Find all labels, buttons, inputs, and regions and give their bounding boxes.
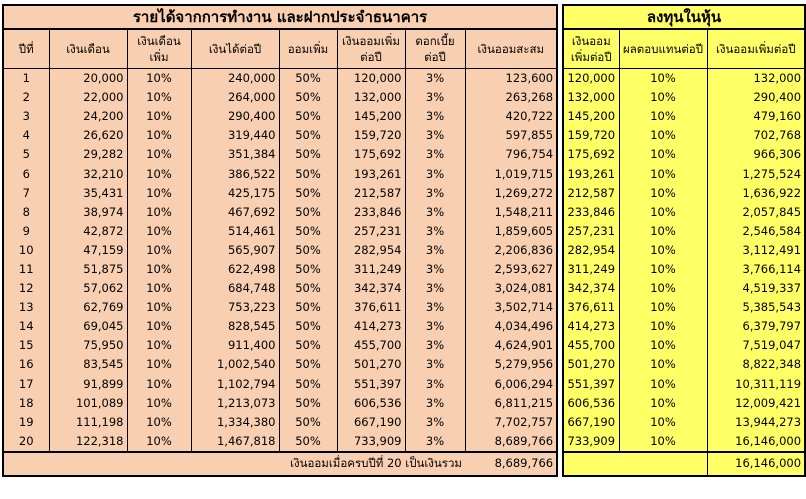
cell-accumulated-saving: 123,600	[505, 71, 554, 86]
cell-year: 10	[3, 241, 49, 260]
cell-stock-annual-saving: 175,692	[563, 145, 619, 164]
table-row	[563, 355, 805, 374]
cell-stock-annual-saving: 233,846	[563, 203, 619, 222]
table-row	[3, 317, 557, 336]
cell-year: 18	[3, 394, 49, 413]
table-row	[563, 241, 805, 260]
cell-stock-annual-saving: 311,249	[563, 260, 619, 279]
cell-stock-annual-saving: 257,231	[563, 222, 619, 241]
header-stock-return: ผลตอบแทนต่อปี	[619, 29, 707, 69]
cell-annual-saving: 667,190	[337, 413, 405, 432]
cell-interest: 3%	[405, 203, 465, 222]
cell-interest: 3%	[405, 375, 465, 394]
cell-annual-saving: 145,200	[337, 107, 405, 126]
cell-salary: 69,045	[49, 317, 127, 336]
cell-stock-annual-saving: 414,273	[563, 317, 619, 336]
cell-annual-saving: 282,954	[337, 241, 405, 260]
header-interest: ดอกเบี้ยต่อปี	[405, 29, 465, 69]
cell-interest: 3%	[405, 298, 465, 317]
table-row	[563, 260, 805, 279]
cell-stock-return: 10%	[619, 394, 707, 413]
cell-stock-accumulated: 2,057,845	[742, 204, 802, 219]
table-row	[563, 69, 805, 89]
cell-annual-income: 467,692	[191, 203, 279, 222]
cell-accumulated-saving: 1,548,211	[494, 204, 554, 219]
table-row	[563, 336, 805, 355]
cell-save-rate: 50%	[279, 222, 337, 241]
bank-savings-table	[2, 4, 558, 477]
cell-annual-income: 622,498	[191, 260, 279, 279]
table-row	[3, 279, 557, 298]
cell-annual-income: 264,000	[191, 88, 279, 107]
cell-year: 4	[3, 126, 49, 145]
cell-stock-accumulated: 479,160	[753, 109, 802, 124]
cell-salary-increase: 10%	[127, 394, 191, 413]
cell-stock-return: 10%	[619, 126, 707, 145]
table-row	[563, 107, 805, 126]
cell-salary-increase: 10%	[127, 355, 191, 374]
cell-save-rate: 50%	[279, 260, 337, 279]
cell-annual-saving: 132,000	[337, 88, 405, 107]
cell-stock-return: 10%	[619, 375, 707, 394]
cell-salary-increase: 10%	[127, 279, 191, 298]
cell-year: 16	[3, 355, 49, 374]
cell-stock-accumulated: 4,519,337	[742, 281, 802, 296]
table-row	[3, 107, 557, 126]
cell-stock-annual-saving: 193,261	[563, 164, 619, 183]
cell-year: 3	[3, 107, 49, 126]
cell-stock-return: 10%	[619, 260, 707, 279]
cell-stock-return: 10%	[619, 279, 707, 298]
cell-salary-increase: 10%	[127, 164, 191, 183]
cell-annual-saving: 159,720	[337, 126, 405, 145]
table-row	[563, 317, 805, 336]
table-row	[3, 184, 557, 203]
cell-interest: 3%	[405, 394, 465, 413]
cell-interest: 3%	[405, 145, 465, 164]
cell-interest: 3%	[405, 260, 465, 279]
table-row	[3, 69, 557, 89]
cell-salary: 51,875	[49, 260, 127, 279]
table-row	[3, 260, 557, 279]
cell-annual-income: 425,175	[191, 184, 279, 203]
cell-salary-increase: 10%	[127, 184, 191, 203]
cell-stock-accumulated: 290,400	[753, 90, 802, 105]
footer-label: เงินออมเมื่อครบปีที่ 20 เป็นเงินรวม	[3, 452, 465, 476]
cell-stock-return: 10%	[619, 432, 707, 452]
table-row	[3, 298, 557, 317]
cell-annual-income: 1,102,794	[191, 375, 279, 394]
cell-salary: 26,620	[49, 126, 127, 145]
cell-save-rate: 50%	[279, 164, 337, 183]
header-salary-increase: เงินเดือนเพิ่ม	[127, 29, 191, 69]
header-annual-income: เงินได้ต่อปี	[191, 29, 279, 69]
cell-stock-return: 10%	[619, 336, 707, 355]
cell-salary: 35,431	[49, 184, 127, 203]
cell-stock-annual-saving: 159,720	[563, 126, 619, 145]
cell-stock-accumulated: 1,275,524	[742, 166, 802, 181]
cell-stock-accumulated: 3,112,491	[742, 242, 802, 257]
cell-annual-saving: 455,700	[337, 336, 405, 355]
cell-interest: 3%	[405, 317, 465, 336]
table-row	[3, 336, 557, 355]
cell-stock-return: 10%	[619, 184, 707, 203]
cell-save-rate: 50%	[279, 126, 337, 145]
cell-stock-return: 10%	[619, 88, 707, 107]
cell-stock-return: 10%	[619, 107, 707, 126]
table-row	[563, 222, 805, 241]
cell-year: 13	[3, 298, 49, 317]
stock-table-title: ลงทุนในหุ้น	[563, 5, 805, 29]
table-row	[3, 375, 557, 394]
cell-stock-return: 10%	[619, 164, 707, 183]
cell-save-rate: 50%	[279, 69, 337, 89]
cell-accumulated-saving: 8,689,766	[494, 433, 554, 448]
cell-salary-increase: 10%	[127, 260, 191, 279]
cell-annual-saving: 376,611	[337, 298, 405, 317]
cell-salary: 29,282	[49, 145, 127, 164]
table-row	[3, 203, 557, 222]
cell-save-rate: 50%	[279, 203, 337, 222]
cell-annual-saving: 501,270	[337, 355, 405, 374]
cell-stock-annual-saving: 733,909	[563, 432, 619, 452]
header-year: ปีที่	[3, 29, 49, 69]
cell-stock-accumulated: 5,385,543	[742, 300, 802, 315]
cell-stock-annual-saving: 120,000	[563, 69, 619, 89]
cell-annual-income: 1,467,818	[191, 432, 279, 452]
cell-stock-return: 10%	[619, 317, 707, 336]
table-row	[3, 394, 557, 413]
cell-stock-annual-saving: 132,000	[563, 88, 619, 107]
cell-save-rate: 50%	[279, 184, 337, 203]
cell-stock-return: 10%	[619, 298, 707, 317]
footer-bank-total: 8,689,766	[465, 452, 557, 476]
cell-stock-return: 10%	[619, 222, 707, 241]
cell-stock-accumulated: 13,944,273	[735, 414, 802, 429]
cell-save-rate: 50%	[279, 279, 337, 298]
cell-year: 11	[3, 260, 49, 279]
cell-salary: 32,210	[49, 164, 127, 183]
table-row	[3, 126, 557, 145]
cell-interest: 3%	[405, 107, 465, 126]
cell-annual-income: 828,545	[191, 317, 279, 336]
cell-accumulated-saving: 4,034,496	[494, 319, 554, 334]
cell-salary-increase: 10%	[127, 126, 191, 145]
cell-stock-annual-saving: 606,536	[563, 394, 619, 413]
cell-save-rate: 50%	[279, 394, 337, 413]
cell-accumulated-saving: 1,269,272	[494, 185, 554, 200]
cell-interest: 3%	[405, 88, 465, 107]
cell-year: 1	[3, 69, 49, 89]
cell-save-rate: 50%	[279, 88, 337, 107]
table-row	[563, 413, 805, 432]
cell-annual-income: 514,461	[191, 222, 279, 241]
cell-annual-income: 386,522	[191, 164, 279, 183]
cell-stock-accumulated: 1,636,922	[742, 185, 802, 200]
cell-interest: 3%	[405, 279, 465, 298]
cell-annual-saving: 233,846	[337, 203, 405, 222]
cell-stock-return: 10%	[619, 355, 707, 374]
cell-year: 17	[3, 375, 49, 394]
cell-stock-accumulated: 3,766,114	[742, 261, 802, 276]
cell-stock-accumulated: 966,306	[753, 147, 802, 162]
cell-annual-income: 565,907	[191, 241, 279, 260]
cell-stock-accumulated: 16,146,000	[735, 433, 802, 448]
header-salary: เงินเดือน	[49, 29, 127, 69]
cell-year: 2	[3, 88, 49, 107]
cell-annual-saving: 311,249	[337, 260, 405, 279]
cell-annual-income: 290,400	[191, 107, 279, 126]
cell-annual-saving: 175,692	[337, 145, 405, 164]
cell-salary-increase: 10%	[127, 317, 191, 336]
cell-annual-saving: 193,261	[337, 164, 405, 183]
cell-interest: 3%	[405, 241, 465, 260]
cell-save-rate: 50%	[279, 241, 337, 260]
cell-stock-accumulated: 6,379,797	[742, 319, 802, 334]
cell-save-rate: 50%	[279, 355, 337, 374]
cell-annual-income: 753,223	[191, 298, 279, 317]
cell-year: 9	[3, 222, 49, 241]
cell-year: 12	[3, 279, 49, 298]
table-row	[563, 184, 805, 203]
cell-salary: 42,872	[49, 222, 127, 241]
table-row	[3, 222, 557, 241]
cell-stock-accumulated: 8,822,348	[742, 357, 802, 372]
cell-annual-saving: 414,273	[337, 317, 405, 336]
cell-year: 19	[3, 413, 49, 432]
cell-stock-annual-saving: 282,954	[563, 241, 619, 260]
header-save-rate: ออมเพิ่ม	[279, 29, 337, 69]
table-row	[563, 394, 805, 413]
stock-investment-table	[562, 4, 806, 477]
cell-year: 6	[3, 164, 49, 183]
table-row	[3, 241, 557, 260]
cell-interest: 3%	[405, 222, 465, 241]
cell-annual-income: 319,440	[191, 126, 279, 145]
cell-year: 15	[3, 336, 49, 355]
cell-salary: 101,089	[49, 394, 127, 413]
cell-stock-accumulated: 2,546,584	[742, 223, 802, 238]
table-row	[563, 298, 805, 317]
cell-annual-income: 1,213,073	[191, 394, 279, 413]
table-row	[563, 432, 805, 452]
cell-accumulated-saving: 7,702,757	[494, 414, 554, 429]
cell-annual-income: 1,334,380	[191, 413, 279, 432]
table-row	[563, 88, 805, 107]
cell-interest: 3%	[405, 355, 465, 374]
cell-stock-return: 10%	[619, 241, 707, 260]
cell-accumulated-saving: 3,502,714	[494, 300, 554, 315]
cell-salary: 122,318	[49, 432, 127, 452]
cell-annual-saving: 551,397	[337, 375, 405, 394]
table-row	[3, 413, 557, 432]
cell-stock-annual-saving: 667,190	[563, 413, 619, 432]
cell-salary-increase: 10%	[127, 88, 191, 107]
table-row	[3, 355, 557, 374]
cell-stock-accumulated: 12,009,421	[735, 395, 802, 410]
table-row	[3, 432, 557, 452]
cell-interest: 3%	[405, 413, 465, 432]
cell-year: 5	[3, 145, 49, 164]
cell-accumulated-saving: 597,855	[505, 128, 554, 143]
header-accumulated-saving: เงินออมสะสม	[465, 29, 557, 69]
cell-accumulated-saving: 420,722	[505, 109, 554, 124]
table-row	[563, 203, 805, 222]
cell-annual-income: 240,000	[191, 69, 279, 89]
cell-stock-annual-saving: 551,397	[563, 375, 619, 394]
cell-salary: 22,000	[49, 88, 127, 107]
cell-annual-income: 911,400	[191, 336, 279, 355]
cell-year: 8	[3, 203, 49, 222]
cell-stock-return: 10%	[619, 413, 707, 432]
cell-accumulated-saving: 1,019,715	[494, 166, 554, 181]
cell-interest: 3%	[405, 184, 465, 203]
cell-salary-increase: 10%	[127, 432, 191, 452]
cell-salary-increase: 10%	[127, 145, 191, 164]
header-annual-saving: เงินออมเพิ่มต่อปี	[337, 29, 405, 69]
cell-stock-accumulated: 7,519,047	[742, 338, 802, 353]
cell-salary-increase: 10%	[127, 413, 191, 432]
cell-salary-increase: 10%	[127, 69, 191, 89]
cell-accumulated-saving: 796,754	[505, 147, 554, 162]
cell-salary-increase: 10%	[127, 222, 191, 241]
cell-accumulated-saving: 1,859,605	[494, 223, 554, 238]
cell-stock-accumulated: 132,000	[753, 71, 802, 86]
cell-salary-increase: 10%	[127, 203, 191, 222]
footer-empty	[563, 452, 707, 476]
cell-year: 20	[3, 432, 49, 452]
cell-accumulated-saving: 2,206,836	[494, 242, 554, 257]
cell-save-rate: 50%	[279, 298, 337, 317]
cell-annual-saving: 120,000	[337, 69, 405, 89]
bank-table-title: รายได้จากการทำงาน และฝากประจำธนาคาร	[3, 5, 557, 29]
cell-interest: 3%	[405, 432, 465, 452]
cell-salary: 47,159	[49, 241, 127, 260]
cell-salary-increase: 10%	[127, 107, 191, 126]
cell-salary-increase: 10%	[127, 241, 191, 260]
cell-stock-return: 10%	[619, 69, 707, 89]
cell-annual-income: 1,002,540	[191, 355, 279, 374]
cell-save-rate: 50%	[279, 317, 337, 336]
cell-stock-annual-saving: 342,374	[563, 279, 619, 298]
footer-stock-total: 16,146,000	[707, 452, 805, 476]
header-stock-annual-saving: เงินออมเพิ่มต่อปี	[563, 29, 619, 69]
cell-accumulated-saving: 6,006,294	[494, 376, 554, 391]
cell-accumulated-saving: 2,593,627	[494, 261, 554, 276]
cell-salary: 57,062	[49, 279, 127, 298]
table-row	[563, 126, 805, 145]
cell-salary: 83,545	[49, 355, 127, 374]
cell-accumulated-saving: 263,268	[505, 90, 554, 105]
cell-interest: 3%	[405, 164, 465, 183]
cell-year: 7	[3, 184, 49, 203]
header-stock-accumulated: เงินออมเพิ่มต่อปี	[707, 29, 805, 69]
cell-annual-income: 684,748	[191, 279, 279, 298]
cell-salary-increase: 10%	[127, 298, 191, 317]
cell-interest: 3%	[405, 69, 465, 89]
cell-stock-annual-saving: 212,587	[563, 184, 619, 203]
cell-interest: 3%	[405, 336, 465, 355]
cell-stock-accumulated: 10,311,119	[735, 376, 802, 391]
table-row	[563, 145, 805, 164]
cell-salary: 111,198	[49, 413, 127, 432]
cell-annual-saving: 212,587	[337, 184, 405, 203]
cell-stock-return: 10%	[619, 145, 707, 164]
cell-accumulated-saving: 6,811,215	[494, 395, 554, 410]
cell-stock-return: 10%	[619, 203, 707, 222]
cell-annual-saving: 257,231	[337, 222, 405, 241]
cell-save-rate: 50%	[279, 432, 337, 452]
cell-save-rate: 50%	[279, 413, 337, 432]
cell-save-rate: 50%	[279, 375, 337, 394]
cell-save-rate: 50%	[279, 145, 337, 164]
table-row	[3, 164, 557, 183]
cell-salary-increase: 10%	[127, 336, 191, 355]
cell-stock-annual-saving: 145,200	[563, 107, 619, 126]
cell-stock-annual-saving: 501,270	[563, 355, 619, 374]
cell-salary: 20,000	[49, 69, 127, 89]
cell-stock-annual-saving: 376,611	[563, 298, 619, 317]
cell-salary-increase: 10%	[127, 375, 191, 394]
cell-year: 14	[3, 317, 49, 336]
cell-accumulated-saving: 4,624,901	[494, 338, 554, 353]
table-row	[563, 279, 805, 298]
cell-save-rate: 50%	[279, 336, 337, 355]
table-row	[3, 145, 557, 164]
cell-salary: 91,899	[49, 375, 127, 394]
cell-save-rate: 50%	[279, 107, 337, 126]
cell-accumulated-saving: 5,279,956	[494, 357, 554, 372]
table-row	[563, 164, 805, 183]
table-row	[563, 375, 805, 394]
cell-stock-annual-saving: 455,700	[563, 336, 619, 355]
cell-annual-saving: 733,909	[337, 432, 405, 452]
cell-interest: 3%	[405, 126, 465, 145]
cell-salary: 62,769	[49, 298, 127, 317]
cell-annual-saving: 606,536	[337, 394, 405, 413]
cell-accumulated-saving: 3,024,081	[494, 281, 554, 296]
cell-annual-income: 351,384	[191, 145, 279, 164]
cell-annual-saving: 342,374	[337, 279, 405, 298]
cell-stock-accumulated: 702,768	[753, 128, 802, 143]
cell-salary: 24,200	[49, 107, 127, 126]
cell-salary: 75,950	[49, 336, 127, 355]
table-row	[3, 88, 557, 107]
cell-salary: 38,974	[49, 203, 127, 222]
